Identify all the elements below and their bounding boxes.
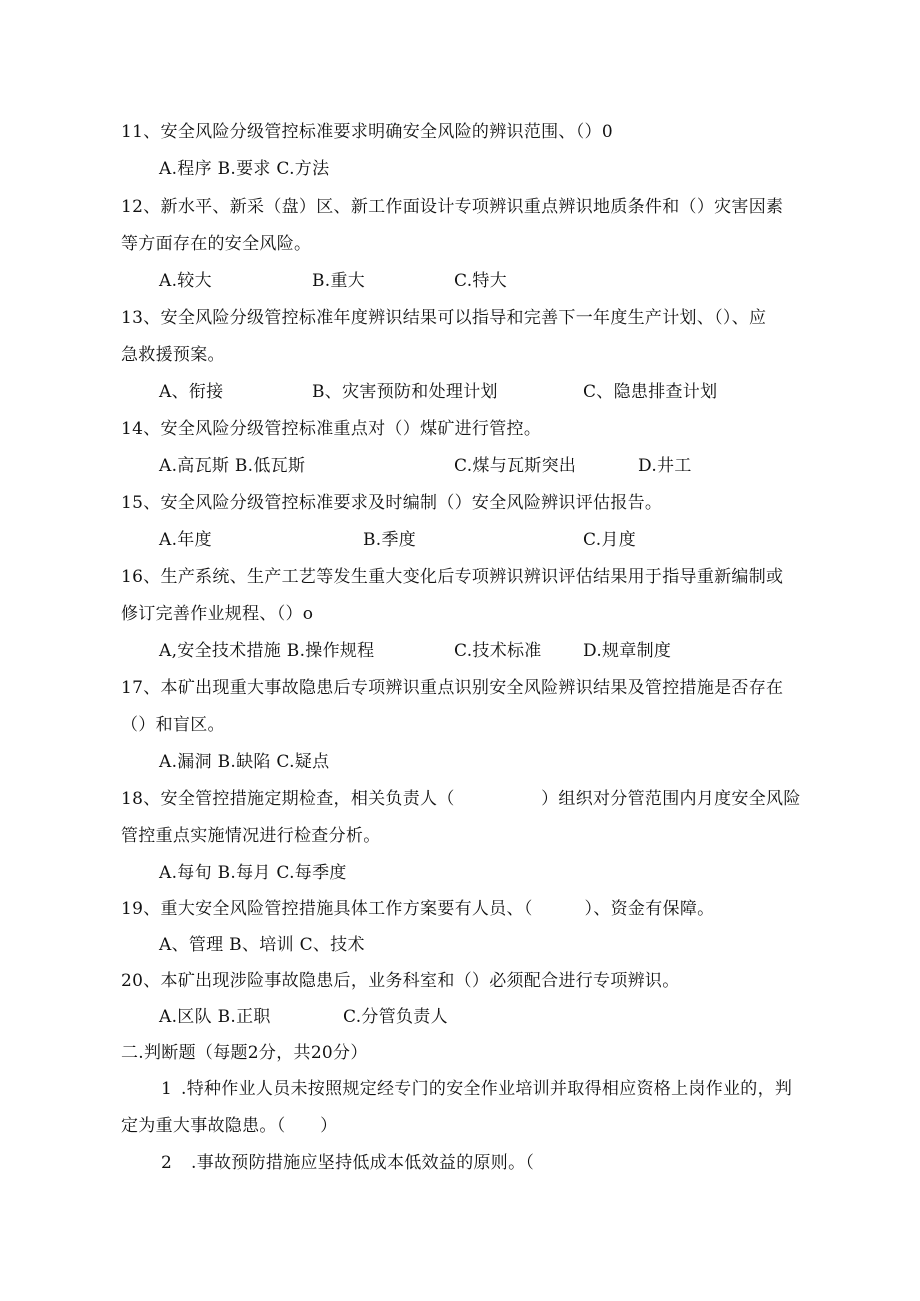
q12-option-b: B.重大 <box>312 271 366 291</box>
tf1-number: 1 <box>161 1079 173 1099</box>
q17-stem-line1: 17、本矿出现重大事故隐患后专项辨识重点识别安全风险辨识结果及管控措施是否存在 <box>121 678 784 698</box>
q12-stem-line1: 12、新水平、新采（盘）区、新工作面设计专项辨识重点辨识地质条件和（）灾害因素 <box>121 197 784 217</box>
q12-stem-line2: 等方面存在的安全风险。 <box>121 234 312 254</box>
q15-option-a: A.年度 <box>159 530 212 550</box>
tf2-text-line1: .事故预防措施应坚持低成本低效益的原则。（ <box>191 1153 535 1173</box>
q13-option-c: C、隐患排查计划 <box>583 382 718 402</box>
tf2-number: 2 <box>161 1153 173 1173</box>
q17-stem-line2: （）和盲区。 <box>121 715 225 735</box>
q11-options: A.程序 B.要求 C.方法 <box>159 159 330 179</box>
q16-option-c: C.技术标准 <box>454 641 542 661</box>
q14-option-ab: A.高瓦斯 B.低瓦斯 <box>159 456 306 476</box>
q13-stem-line2: 急救援预案。 <box>121 345 225 365</box>
tf1-text-line1: .特种作业人员未按照规定经专门的安全作业培训并取得相应资格上岗作业的，判 <box>181 1079 793 1099</box>
q16-option-d: D.规章制度 <box>583 641 672 661</box>
q12-option-c: C.特大 <box>454 271 508 291</box>
q20-stem: 20、本矿出现涉险事故隐患后，业务科室和（）必须配合进行专项辨识。 <box>121 971 680 991</box>
q15-option-c: C.月度 <box>583 530 637 550</box>
q18-stem-line2: 管控重点实施情况进行检查分析。 <box>121 826 381 846</box>
q20-option-c: C.分管负责人 <box>343 1007 448 1027</box>
q12-option-a: A.较大 <box>159 271 212 291</box>
q13-stem-line1: 13、安全风险分级管控标准年度辨识结果可以指导和完善下一年度生产计划、（）、应 <box>121 308 767 328</box>
q18-stem-line1: 18、安全管控措施定期检查，相关负责人（ ）组织对分管范围内月度安全风险 <box>121 789 801 809</box>
q13-option-a: A、衔接 <box>159 382 224 402</box>
q14-stem: 14、安全风险分级管控标准重点对（）煤矿进行管控。 <box>121 419 542 439</box>
q16-option-ab: A,安全技术措施 B.操作规程 <box>159 641 375 661</box>
q16-stem-line1: 16、生产系统、生产工艺等发生重大变化后专项辨识辨识评估结果用于指导重新编制或 <box>121 567 784 587</box>
q17-options: A.漏洞 B.缺陷 C.疑点 <box>159 752 330 772</box>
q15-option-b: B.季度 <box>363 530 417 550</box>
q18-options: A.每旬 B.每月 C.每季度 <box>159 863 347 883</box>
q19-options: A、管理 B、培训 C、技术 <box>159 935 365 955</box>
section2-heading: 二.判断题（每题2分，共20分） <box>121 1043 368 1063</box>
q20-option-ab: A.区队 B.正职 <box>159 1007 271 1027</box>
q13-option-b: B、灾害预防和处理计划 <box>312 382 498 402</box>
q15-stem: 15、安全风险分级管控标准要求及时编制（）安全风险辨识评估报告。 <box>121 493 663 513</box>
q16-stem-line2: 修订完善作业规程、（）o <box>121 604 314 624</box>
q19-stem: 19、重大安全风险管控措施具体工作方案要有人员、（ ）、资金有保障。 <box>121 899 715 919</box>
tf1-text-line2: 定为重大事故隐患。（ ） <box>121 1116 338 1136</box>
q11-stem: 11、安全风险分级管控标准要求明确安全风险的辨识范围、（）0 <box>121 122 613 142</box>
q14-option-d: D.井工 <box>638 456 692 476</box>
q14-option-c: C.煤与瓦斯突出 <box>454 456 577 476</box>
